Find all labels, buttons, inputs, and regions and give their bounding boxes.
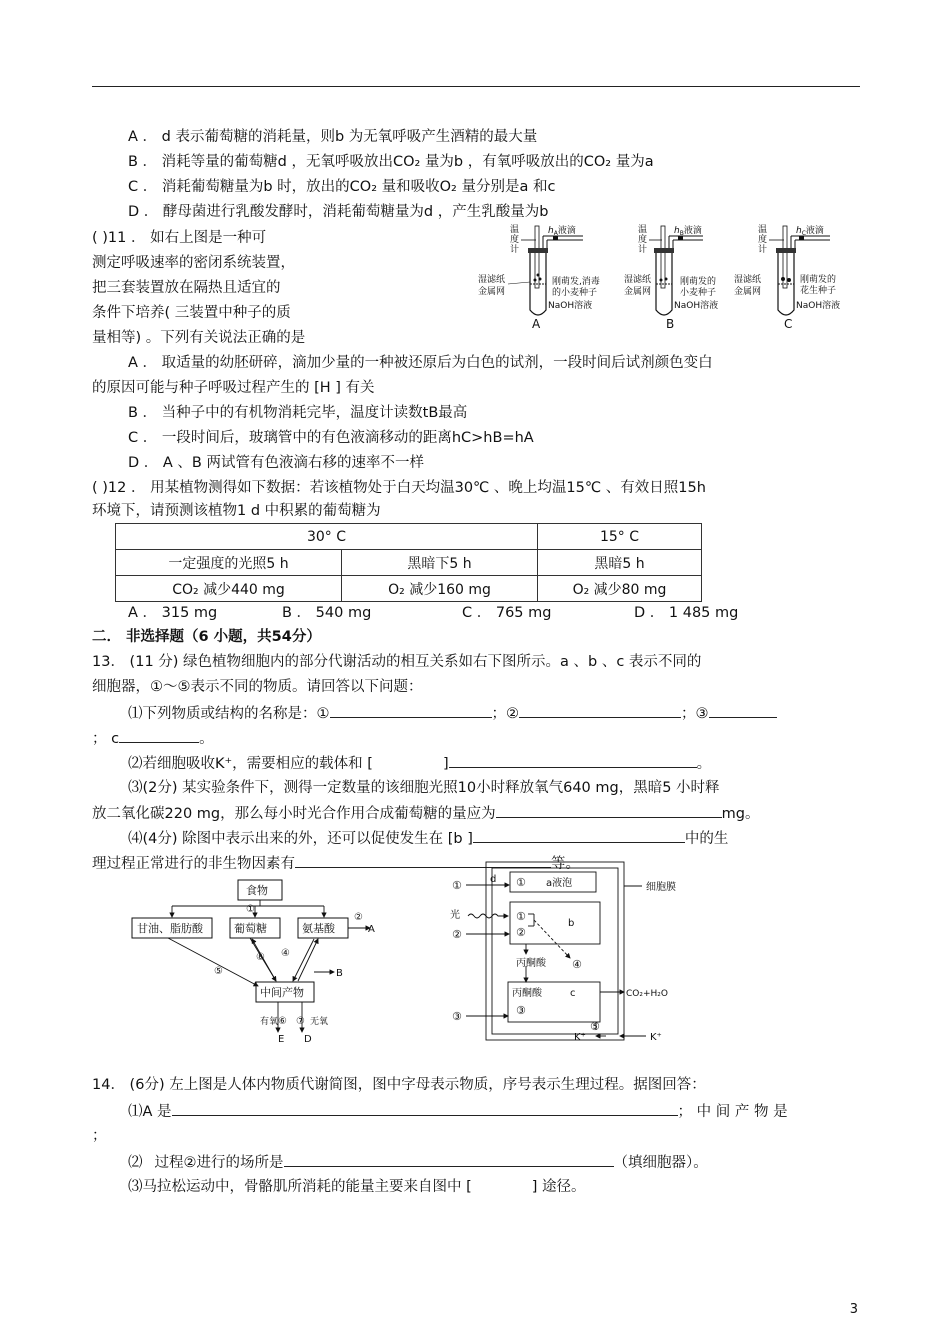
svg-text:计: 计	[758, 245, 768, 255]
svg-text:①: ①	[516, 910, 526, 923]
q11-stem-1: ( )11 ． 如右上图是一种可	[92, 230, 267, 246]
answer-blank[interactable]	[709, 703, 777, 718]
svg-text:刚萌发的: 刚萌发的	[680, 277, 717, 287]
q11-option-c: C ． 一段时间后，玻璃管中的有色液滴移动的距离hC>hB=hA	[128, 430, 534, 446]
table-cell: 黑暗5 h	[538, 550, 702, 576]
answer-blank[interactable]	[172, 1101, 678, 1116]
svg-text:小麦种子: 小麦种子	[680, 288, 717, 298]
svg-text:⑧: ⑧	[256, 952, 265, 963]
svg-text:③: ③	[516, 1004, 526, 1017]
q13-part1: ⑴下列物质或结构的名称是：① ；② ；③	[128, 703, 777, 724]
svg-text:K⁺: K⁺	[574, 1032, 586, 1043]
drop-label: h	[548, 226, 554, 236]
svg-text:有氧: 有氧	[260, 1017, 279, 1027]
q13-stem-2: 细胞器，①～⑤表示不同的物质。请回答以下问题：	[92, 679, 423, 695]
q14-part1-cont: ；	[92, 1128, 107, 1144]
answer-blank[interactable]	[473, 828, 685, 843]
q14-part1: ⑴A 是 ； 中 间 产 物 是	[128, 1101, 788, 1122]
q13-part4: ⑷(4分) 除图中表示出来的外，还可以促使发生在 [b ] 中的生	[128, 828, 728, 849]
amino-acid-node: 氨基酸	[302, 922, 335, 935]
q13-part4-cont: 理过程正常进行的非生物因素有 等。	[92, 853, 580, 874]
svg-text:A: A	[368, 924, 375, 935]
table-cell: O₂ 减少160 mg	[342, 576, 538, 602]
products-label: CO₂+H₂O	[626, 989, 668, 999]
membrane-label: 细胞膜	[646, 882, 676, 893]
svg-text:温: 温	[638, 225, 648, 235]
svg-text:E: E	[278, 1034, 285, 1045]
thermometer-label: 计	[510, 245, 520, 255]
seed-label: 的小麦种子	[552, 288, 598, 298]
svg-text:①: ①	[452, 879, 462, 892]
svg-text:⑥: ⑥	[278, 1016, 287, 1027]
answer-blank[interactable]	[284, 1152, 614, 1167]
mitochondrion-label: c	[570, 988, 576, 999]
q10-option-c: C ． 消耗葡萄糖量为b 时，放出的CO₂ 量和吸收O₂ 量分别是a 和c	[128, 179, 556, 195]
metabolism-diagram	[128, 876, 390, 1046]
q12-option-a: A ． 315 mg	[128, 605, 218, 621]
answer-blank[interactable]	[330, 703, 492, 718]
svg-text:D: D	[304, 1034, 312, 1045]
svg-text:⑤: ⑤	[590, 1020, 600, 1033]
svg-text:度: 度	[758, 235, 768, 245]
table-cell: 一定强度的光照5 h	[116, 550, 342, 576]
answer-blank[interactable]	[519, 703, 681, 718]
svg-text:②: ②	[354, 912, 363, 923]
svg-text:①: ①	[516, 876, 526, 889]
tube-c-label: C	[784, 317, 793, 331]
intermediate-node: 中间产物	[260, 986, 304, 999]
tube-a-label: A	[532, 317, 541, 331]
svg-text:hA液滴: $h_A$液滴	[548, 226, 576, 237]
q11-stem-5: 量相等) 。下列有关说法正确的是	[92, 330, 306, 346]
svg-text:刚萌发的: 刚萌发的	[800, 275, 837, 285]
q11-option-d: D ． A 、B 两试管有色液滴右移的速率不一样	[128, 455, 424, 471]
q12-option-b: B ． 540 mg	[282, 605, 372, 621]
q13-part3-cont: 放二氧化碳220 mg，那么每小时光合作用合成葡萄糖的量应为 mg。	[92, 803, 759, 824]
q11-option-a-cont: 的原因可能与种子呼吸过程产生的 [H ] 有关	[92, 380, 375, 396]
q13-part2: ⑵若细胞吸收K⁺，需要相应的载体和 [ ] 。	[128, 753, 711, 774]
chloroplast-label: b	[568, 918, 575, 929]
svg-text:计: 计	[638, 245, 648, 255]
table-cell: O₂ 减少80 mg	[538, 576, 702, 602]
q11-stem-3: 把三套装置放在隔热且适宜的	[92, 280, 281, 296]
q10-option-a: A ． d 表示葡萄糖的消耗量，则b 为无氧呼吸产生酒精的最大量	[128, 129, 538, 145]
header-rule	[92, 86, 860, 87]
tube-b-label: B	[666, 317, 675, 331]
vacuole-label: a液泡	[546, 878, 573, 889]
svg-text:⑤: ⑤	[214, 966, 223, 977]
thermometer-label: 温	[510, 225, 520, 235]
table-header: 15° C	[538, 524, 702, 550]
svg-text:NaOH溶液: NaOH溶液	[674, 301, 719, 311]
q12-option-d: D ． 1 485 mg	[634, 605, 739, 621]
food-node: 食物	[246, 884, 268, 897]
q12-stem-1: ( )12 ． 用某植物测得如下数据：若该植物处于白天均温30℃ 、晚上均温15℃ 、有效日照15h	[92, 480, 706, 496]
seed-label: 刚萌发,消毒	[552, 277, 600, 287]
page-number: 3	[849, 1302, 858, 1317]
q14-part2: ⑵ 过程②进行的场所是 （填细胞器）。	[128, 1152, 708, 1173]
svg-text:④: ④	[572, 958, 582, 971]
light-label: 光	[450, 910, 460, 921]
q11-stem-4: 条件下培养( 三装置中种子的质	[92, 305, 291, 321]
paper-label: 湿滤纸	[478, 275, 506, 285]
svg-text:②: ②	[452, 928, 462, 941]
svg-text:①: ①	[246, 904, 255, 915]
q10-option-b: B ． 消耗等量的葡萄糖d ，无氧呼吸放出CO₂ 量为b ，有氧呼吸放出的CO₂ 量为a	[128, 154, 654, 170]
answer-blank[interactable]	[496, 803, 722, 818]
svg-text:NaOH溶液: NaOH溶液	[796, 301, 841, 311]
answer-blank[interactable]	[449, 753, 697, 768]
q12-option-c: C ． 765 mg	[462, 605, 552, 621]
svg-text:④: ④	[281, 948, 290, 959]
table-cell: 黑暗下5 h	[342, 550, 538, 576]
fat-node: 甘油、脂肪酸	[137, 922, 203, 935]
section-heading: 二． 非选择题（6 小题，共54分）	[92, 629, 321, 645]
q11-option-a: A ． 取适量的幼胚研碎，滴加少量的一种被还原后为白色的试剂，一段时间后试剂颜色变白	[128, 355, 713, 371]
svg-text:K⁺: K⁺	[650, 1032, 662, 1043]
svg-text:⑦: ⑦	[296, 1016, 305, 1027]
svg-text:③: ③	[452, 1010, 462, 1023]
q12-stem-2: 环境下，请预测该植物1 d 中积累的葡萄糖为	[92, 503, 381, 519]
svg-text:花生种子: 花生种子	[800, 286, 837, 296]
naoh-label: NaOH溶液	[548, 301, 593, 311]
q13-part1-cont: ； c 。	[92, 728, 214, 749]
svg-text:hB液滴: $h_B$液滴	[674, 226, 702, 237]
q13-stem-1: 13． (11 分) 绿色植物细胞内的部分代谢活动的相互关系如右下图所示。a 、b 、c 表示不同的	[92, 654, 702, 670]
table-header: 30° C	[116, 524, 538, 550]
svg-text:金属网: 金属网	[624, 287, 652, 297]
svg-text:湿滤纸: 湿滤纸	[734, 275, 762, 285]
svg-text:hC液滴: $h_C$液滴	[796, 226, 824, 237]
svg-text:温: 温	[758, 225, 768, 235]
svg-text:B: B	[336, 968, 343, 979]
svg-text:无氧: 无氧	[310, 1017, 329, 1027]
q11-stem-2: 测定呼吸速率的密闭系统装置，	[92, 255, 295, 271]
svg-text:d: d	[490, 874, 497, 885]
pyruvate-label: 丙酮酸	[516, 958, 546, 969]
answer-blank[interactable]	[119, 728, 199, 743]
q14-part3: ⑶马拉松运动中，骨骼肌所消耗的能量主要来自图中 [ ] 途径。	[128, 1179, 586, 1195]
q12-data-table	[115, 523, 702, 602]
q11-option-b: B ． 当种子中的有机物消耗完毕，温度计读数tB最高	[128, 405, 468, 421]
table-cell: CO₂ 减少440 mg	[116, 576, 342, 602]
svg-text:湿滤纸: 湿滤纸	[624, 275, 652, 285]
glucose-node: 葡萄糖	[234, 922, 267, 935]
svg-text:丙酮酸: 丙酮酸	[512, 988, 542, 999]
svg-text:②: ②	[516, 926, 526, 939]
q10-option-d: D ． 酵母菌进行乳酸发酵时，消耗葡萄糖量为d ，产生乳酸量为b	[128, 204, 549, 220]
mesh-label: 金属网	[478, 287, 506, 297]
respiration-apparatus-figure	[478, 222, 868, 332]
thermometer-label: 度	[510, 235, 520, 245]
plant-cell-diagram	[446, 858, 716, 1044]
q13-part3: ⑶(2分) 某实验条件下，测得一定数量的该细胞光照10小时释放氧气640 mg，黑暗5 小时释	[128, 780, 720, 796]
q14-stem: 14． (6分) 左上图是人体内物质代谢简图，图中字母表示物质，序号表示生理过程。据图回答：	[92, 1077, 706, 1093]
svg-text:金属网: 金属网	[734, 287, 762, 297]
svg-text:度: 度	[638, 235, 648, 245]
